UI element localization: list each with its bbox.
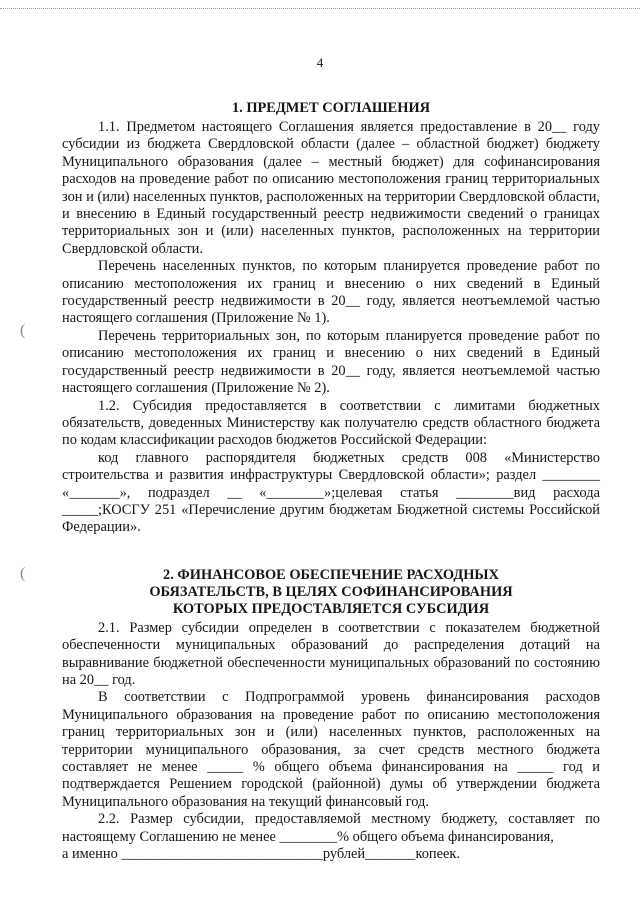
section-2-title-line: КОТОРЫХ ПРЕДОСТАВЛЯЕТСЯ СУБСИДИЯ bbox=[172, 600, 490, 617]
scan-edge-strip bbox=[0, 8, 640, 9]
punch-hole-mark: ( bbox=[20, 565, 26, 582]
paragraph-1-1: 1.1. Предметом настоящего Соглашения является предоставление в 20__ году субсидии из бюджета Свердловской области (далее – областной бюджет) бюджету Муниципального образования (далее – местный бюджет) для софинансирования расходов на проведение работ по описанию местоположения границ территориальных зон и (или) населенных пунктов, расположенных на территории Свердловской области, и внесению в Единый государственный реестр недвижимости сведений о границах территориальных зон и (или) населенных пунктов, расположенных на территории Свердловской области. bbox=[62, 119, 600, 257]
section-2-title-line: 2. ФИНАНСОВОЕ ОБЕСПЕЧЕНИЕ РАСХОДНЫХ bbox=[163, 566, 499, 583]
paragraph-settlements-list: Перечень населенных пунктов, по которым планируется проведение работ по описанию местоположения их границ и внесению о них сведений в Единый государственный реестр недвижимости в 20__ году, является неотъемлемой частью настоящего соглашения (Приложение № 1). bbox=[62, 258, 600, 327]
section-2-title-line: ОБЯЗАТЕЛЬСТВ, В ЦЕЛЯХ СОФИНАНСИРОВАНИЯ bbox=[149, 583, 513, 600]
paragraph-zones-list: Перечень территориальных зон, по которым планируется проведение работ по описанию местоположения их границ и внесению о них сведений в Единый государственный реестр недвижимости в 20__ году, является неотъемлемой частью настоящего соглашения (Приложение № 2). bbox=[62, 327, 600, 397]
page-number: 4 bbox=[316, 55, 324, 70]
paragraph-2-1: 2.1. Размер субсидии определен в соответствии с показателем бюджетной обеспеченности муниципальных образований до распределения дотаций на выравнивание бюджетной обеспеченности муниципальных образований по состоянию на 20__ год. bbox=[62, 619, 600, 688]
paragraph-2-2: 2.2. Размер субсидии, предоставляемой местному бюджету, составляет по настоящему Соглашению не менее ________% общего объема финансирования, bbox=[62, 811, 600, 845]
document-body bbox=[62, 100, 600, 863]
punch-hole-mark: ( bbox=[20, 322, 26, 339]
paragraph-1-2: 1.2. Субсидия предоставляется в соответствии с лимитами бюджетных обязательств, доведенных Министерству как получателю средств областного бюджета по кодам классификации расходов бюджетов Российской Федерации: bbox=[62, 397, 600, 449]
section-1-title: 1. ПРЕДМЕТ СОГЛАШЕНИЯ bbox=[231, 100, 431, 116]
section-2-title bbox=[62, 567, 600, 618]
paragraph-budget-codes: код главного распорядителя бюджетных средств 008 «Министерство строительства и развития инфраструктуры Свердловской области»; раздел ________ «_______», подраздел __ «________»;целевая статья ________вид расхода _____;КОСГУ 251 «Перечисление другим бюджетам Бюджетной системы Российской Федерации». bbox=[62, 449, 600, 536]
paragraph-financing-level: В соответствии с Подпрограммой уровень финансирования расходов Муниципального образования на проведение работ по описанию местоположения границ территориальных зон и (или) населенных пунктов, расположенных на территории муниципального образования, за счет средств местного бюджета составляет не менее _____ % общего объема финансирования на _____ год и подтверждается Решением городской (районной) думы об утверждении бюджета Муниципального образования на текущий финансовый год. bbox=[62, 689, 600, 810]
paragraph-amount-line: а именно ____________________________рублей_______копеек. bbox=[62, 846, 460, 863]
